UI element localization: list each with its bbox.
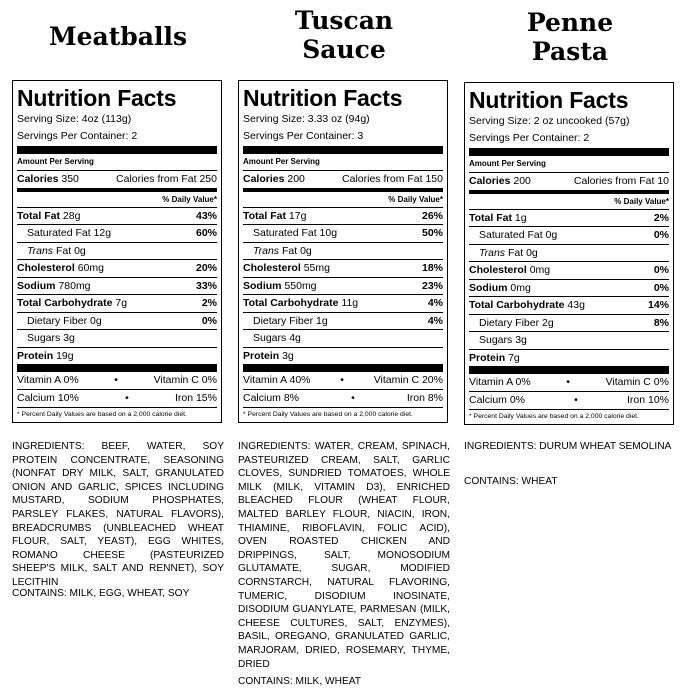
trans-fat-row: Trans Fat 0g [27, 244, 86, 257]
serving-size: Serving Size: 2 oz uncooked (57g) [469, 115, 630, 127]
nutrition-facts-heading: Nutrition Facts [17, 85, 177, 111]
product-title: Penne Pasta [526, 8, 614, 66]
vitamin-row: Vitamin A 0% • Vitamin C 0% [469, 374, 669, 391]
dietary-fiber-row: Dietary Fiber 1g 4% [253, 314, 443, 327]
total-carbohydrate-row: Total Carbohydrate 11g 4% [243, 297, 443, 309]
nutrition-facts-label [238, 80, 448, 423]
total-fat-row: Total Fat 17g 26% [243, 209, 443, 222]
servings-per-container: Servings Per Container: 2 [469, 131, 590, 144]
protein-row: Protein 19g [17, 349, 74, 362]
footnote: * Percent Daily Values are based on a 2,000 calorie diet. [243, 411, 413, 418]
amount-per-serving: Amount Per Serving [469, 159, 546, 168]
trans-fat-row: Trans Fat 0g [253, 244, 312, 257]
nutrition-facts-heading: Nutrition Facts [469, 87, 629, 113]
mineral-row: Calcium 8% • Iron 8% [243, 390, 443, 407]
daily-value-header: % Daily Value* [388, 194, 443, 204]
saturated-fat-row: Saturated Fat 0g 0% [479, 229, 669, 241]
protein-row: Protein 7g [469, 351, 520, 364]
mineral-row: Calcium 10% • Iron 15% [17, 390, 217, 407]
sodium-row: Sodium 0mg 0% [469, 281, 669, 294]
sugars-row: Sugars 4g [253, 332, 301, 344]
dietary-fiber-row: Dietary Fiber 0g 0% [27, 314, 217, 327]
total-carbohydrate-row: Total Carbohydrate 43g 14% [469, 299, 669, 311]
footnote: * Percent Daily Values are based on a 2,000 calorie diet. [17, 411, 187, 418]
calories-row: Calories 350 Calories from Fat 250 [17, 173, 217, 185]
sodium-row: Sodium 550mg 23% [243, 279, 443, 292]
bullet-icon: • [566, 376, 570, 388]
total-fat-row: Total Fat 28g 43% [17, 209, 217, 222]
daily-value-header: % Daily Value* [162, 194, 217, 204]
calories-row: Calories 200 Calories from Fat 150 [243, 173, 443, 185]
protein-row: Protein 3g [243, 349, 294, 362]
product-title: Meatballs [48, 22, 188, 51]
nutrition-facts-label [464, 82, 674, 425]
allergen-contains: CONTAINS: MILK, EGG, WHEAT, SOY [12, 588, 190, 599]
total-carbohydrate-row: Total Carbohydrate 7g 2% [17, 297, 217, 309]
ingredients-text: INGREDIENTS: BEEF, WATER, SOY PROTEIN CONCENTRATE, SEASONING (NONFAT DRY MILK, SALT, GRANULATED ONION AND GARLIC, SPICES INCLUDING MUSTARD, SODIUM PHOSPHATES, PARSLEY FLAKES, NATURAL FLAVORS), BREADCRUMBS (UNBLEACHED WHEAT FLOUR, SALT, YEAST), EGG WHITES, ROMANO CHEESE (PASTEURIZED SHEEP'S MILK, SALT AND RENNET), SOY LECITHIN [12, 441, 224, 588]
bullet-icon: • [340, 374, 344, 386]
sugars-row: Sugars 3g [479, 334, 527, 346]
dietary-fiber-row: Dietary Fiber 2g 8% [479, 316, 669, 329]
serving-size: Serving Size: 3.33 oz (94g) [243, 113, 370, 125]
bullet-icon: • [574, 394, 578, 406]
serving-size: Serving Size: 4oz (113g) [17, 113, 132, 125]
nutrition-facts-heading: Nutrition Facts [243, 85, 403, 111]
saturated-fat-row: Saturated Fat 12g 60% [27, 227, 217, 239]
total-fat-row: Total Fat 1g 2% [469, 211, 669, 224]
amount-per-serving: Amount Per Serving [243, 157, 320, 166]
cholesterol-row: Cholesterol 60mg 20% [17, 262, 217, 274]
sugars-row: Sugars 3g [27, 332, 75, 344]
ingredients-text: INGREDIENTS: WATER, CREAM, SPINACH, PASTEURIZED CREAM, SALT, GARLIC CLOVES, SUNDRIED TOMATOES, WHOLE MILK (MILK, VITAMIN D3), ENRICHED BLEACHED FLOUR (WHEAT FLOUR, MALTED BARLEY FLOUR, NIACIN, IRON, THIAMINE, RIBOFLAVIN, FOLIC ACID), OVEN ROASTED CHICKEN AND DRIPPINGS, SALT, MONOSODIUM GLUTAMATE, SUGAR, MODIFIED CORNSTARCH, NATURAL FLAVORING, TUMERIC, DISODIUM INOSINATE, DISODIUM GUANYLATE, PARMESAN (MILK, CHEESE CULTURES, SALT, ENZYMES), BASIL, OREGANO, GRANULATED GARLIC, MARJORAM, DRIED, ROSEMARY, THYME, DRIED [238, 441, 450, 670]
allergen-contains: CONTAINS: MILK, WHEAT [238, 676, 362, 687]
amount-per-serving: Amount Per Serving [17, 157, 94, 166]
bullet-icon: • [114, 374, 118, 386]
cholesterol-row: Cholesterol 0mg 0% [469, 264, 669, 276]
vitamin-row: Vitamin A 40% • Vitamin C 20% [243, 372, 443, 389]
nutrition-facts-label [12, 80, 222, 423]
mineral-row: Calcium 0% • Iron 10% [469, 392, 669, 409]
trans-fat-row: Trans Fat 0g [479, 246, 538, 259]
cholesterol-row: Cholesterol 55mg 18% [243, 262, 443, 274]
footnote: * Percent Daily Values are based on a 2,000 calorie diet. [469, 413, 639, 420]
servings-per-container: Servings Per Container: 3 [243, 129, 364, 142]
saturated-fat-row: Saturated Fat 10g 50% [253, 227, 443, 239]
vitamin-row: Vitamin A 0% • Vitamin C 0% [17, 372, 217, 389]
allergen-contains: CONTAINS: WHEAT [464, 476, 558, 487]
product-title: Tuscan Sauce [294, 6, 394, 64]
sodium-row: Sodium 780mg 33% [17, 279, 217, 292]
bullet-icon: • [351, 392, 355, 404]
servings-per-container: Servings Per Container: 2 [17, 129, 138, 142]
ingredients-text: INGREDIENTS: DURUM WHEAT SEMOLINA [464, 441, 672, 452]
daily-value-header: % Daily Value* [614, 196, 669, 206]
bullet-icon: • [125, 392, 129, 404]
calories-row: Calories 200 Calories from Fat 10 [469, 175, 669, 187]
